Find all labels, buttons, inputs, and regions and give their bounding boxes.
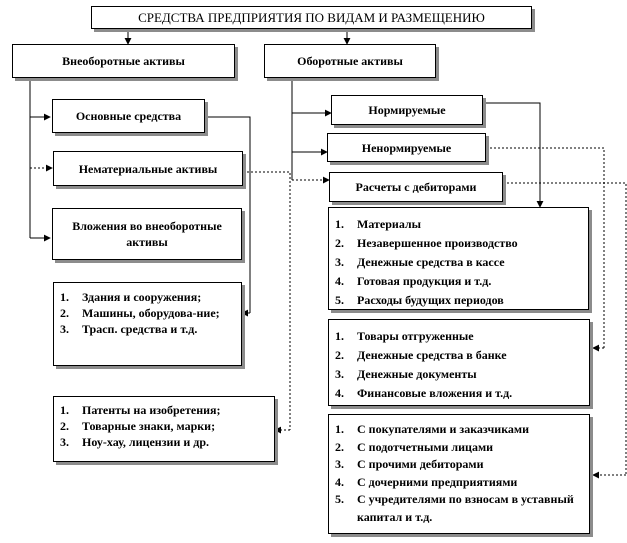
normed-list-item xyxy=(335,272,584,291)
receivables-list-item-number: 4. xyxy=(335,474,344,489)
intangible-list-item-text: Ноу-хау, лицензии и др. xyxy=(82,435,210,449)
normed-list-item xyxy=(335,234,584,253)
not-normed-list-item-number: 1. xyxy=(335,329,344,343)
intangible-list-item-number: 1. xyxy=(60,403,69,417)
receivables-list-item-text: С подотчетными лицами xyxy=(357,439,494,454)
not-normed-list-item-number: 4. xyxy=(335,386,344,400)
receivables-list-item-text: С прочими дебиторами xyxy=(357,457,484,471)
current-assets-box xyxy=(264,44,436,78)
non-current-assets-label: Внеоборотные активы xyxy=(62,54,185,68)
not-normed-list-item xyxy=(335,384,585,403)
receivables-list-item-text: С покупателями и заказчиками xyxy=(357,422,530,436)
not-normed-list-item-text: Товары отгруженные xyxy=(357,329,474,343)
not-normed-list-item-text: Денежные документы xyxy=(357,367,477,381)
investments-label: Вложения во внеоборотные активы xyxy=(72,219,222,249)
not-normed-list-item xyxy=(335,365,585,384)
not-normed-list-item-text: Финансовые вложения и т.д. xyxy=(357,386,513,400)
fixed-assets-list-item-number: 2. xyxy=(60,306,69,320)
normed-list-item-text: Готовая продукция и т.д. xyxy=(357,274,492,288)
normed-list-item-text: Расходы будущих периодов xyxy=(357,293,504,307)
receivables-box xyxy=(329,172,503,202)
intangible-list-box xyxy=(53,396,275,462)
fixed-assets-list-item xyxy=(60,289,237,305)
receivables-list-item xyxy=(335,474,585,492)
fixed-assets-list xyxy=(54,289,241,337)
fixed-assets-list-item-number: 1. xyxy=(60,290,69,304)
receivables-list-item-number: 1. xyxy=(335,422,344,436)
not-normed-list xyxy=(329,327,589,403)
not-normed-list-item-number: 2. xyxy=(335,348,344,362)
receivables-list-item xyxy=(335,421,585,439)
receivables-label: Расчеты с дебиторами xyxy=(355,180,477,194)
normed-list-box xyxy=(328,207,589,310)
normed-list-item xyxy=(335,215,584,234)
normed-list-item-number: 4. xyxy=(335,274,344,288)
receivables-list-item-text: С учредителями по взносам в уставный капитал и т.д. xyxy=(357,492,574,524)
receivables-list xyxy=(329,421,589,526)
intangible-list-item-number: 3. xyxy=(60,435,69,449)
fixed-assets-list-item-text: Здания и сооружения; xyxy=(82,290,202,304)
non-current-assets-box xyxy=(12,44,235,78)
fixed-assets-list-item-number: 3. xyxy=(60,322,69,336)
fixed-assets-box xyxy=(52,99,205,133)
fixed-assets-label: Основные средства xyxy=(75,109,182,123)
not-normed-label: Ненормируемые xyxy=(361,140,452,155)
intangible-list-item xyxy=(60,402,270,418)
normed-list-item-number: 2. xyxy=(335,236,344,250)
intangible-list-item-text: Товарные знаки, марки; xyxy=(82,419,216,433)
intangible-list-item-text: Патенты на изобретения; xyxy=(82,403,221,417)
normed-list xyxy=(329,215,588,310)
receivables-list-box xyxy=(328,414,590,534)
receivables-list-item-text: С дочерними предприятиями xyxy=(357,474,518,489)
not-normed-list-item xyxy=(335,346,585,365)
intangible-list xyxy=(54,402,274,450)
normed-list-item xyxy=(335,253,584,272)
not-normed-list-item-text: Денежные средства в банке xyxy=(357,348,507,362)
fixed-assets-list-item-text: Трасп. средства и т.д. xyxy=(82,322,198,336)
diagram-title xyxy=(91,6,532,29)
not-normed-list-item-number: 3. xyxy=(335,367,344,381)
receivables-list-item xyxy=(335,456,585,474)
fixed-assets-list-item-text: Машины, оборудова-ние; xyxy=(82,306,220,320)
not-normed-list-item xyxy=(335,327,585,346)
normed-list-item-text: Незавершенное производство xyxy=(357,236,518,250)
not-normed-list-box xyxy=(328,319,590,406)
normed-list-item-number: 3. xyxy=(335,255,344,269)
receivables-list-item xyxy=(335,491,585,526)
receivables-list-item xyxy=(335,439,585,457)
intangible-list-item-number: 2. xyxy=(60,419,69,433)
receivables-list-item-number: 2. xyxy=(335,439,344,454)
current-assets-label: Оборотные активы xyxy=(297,54,403,68)
normed-list-item-text: Материалы xyxy=(357,217,422,231)
normed-list-item-number: 5. xyxy=(335,293,344,307)
intangible-list-item xyxy=(60,434,270,450)
normed-list-item xyxy=(335,291,584,310)
normed-box xyxy=(331,95,483,125)
fixed-assets-list-item xyxy=(60,305,237,321)
diagram-title-text: СРЕДСТВА ПРЕДПРИЯТИЯ ПО ВИДАМ И РАЗМЕЩЕНИЮ xyxy=(138,9,485,25)
intangible-assets-box xyxy=(53,151,243,186)
investments-box xyxy=(52,208,242,260)
normed-label: Нормируемые xyxy=(368,103,446,117)
normed-list-item-text: Денежные средства в кассе xyxy=(357,255,505,269)
not-normed-box xyxy=(327,133,486,162)
intangible-assets-label: Нематериальные активы xyxy=(78,161,218,176)
receivables-list-item-number: 5. xyxy=(335,492,344,506)
intangible-list-item xyxy=(60,418,270,434)
fixed-assets-list-item xyxy=(60,321,237,337)
fixed-assets-list-box xyxy=(53,282,242,366)
normed-list-item-number: 1. xyxy=(335,217,344,231)
receivables-list-item-number: 3. xyxy=(335,457,344,471)
